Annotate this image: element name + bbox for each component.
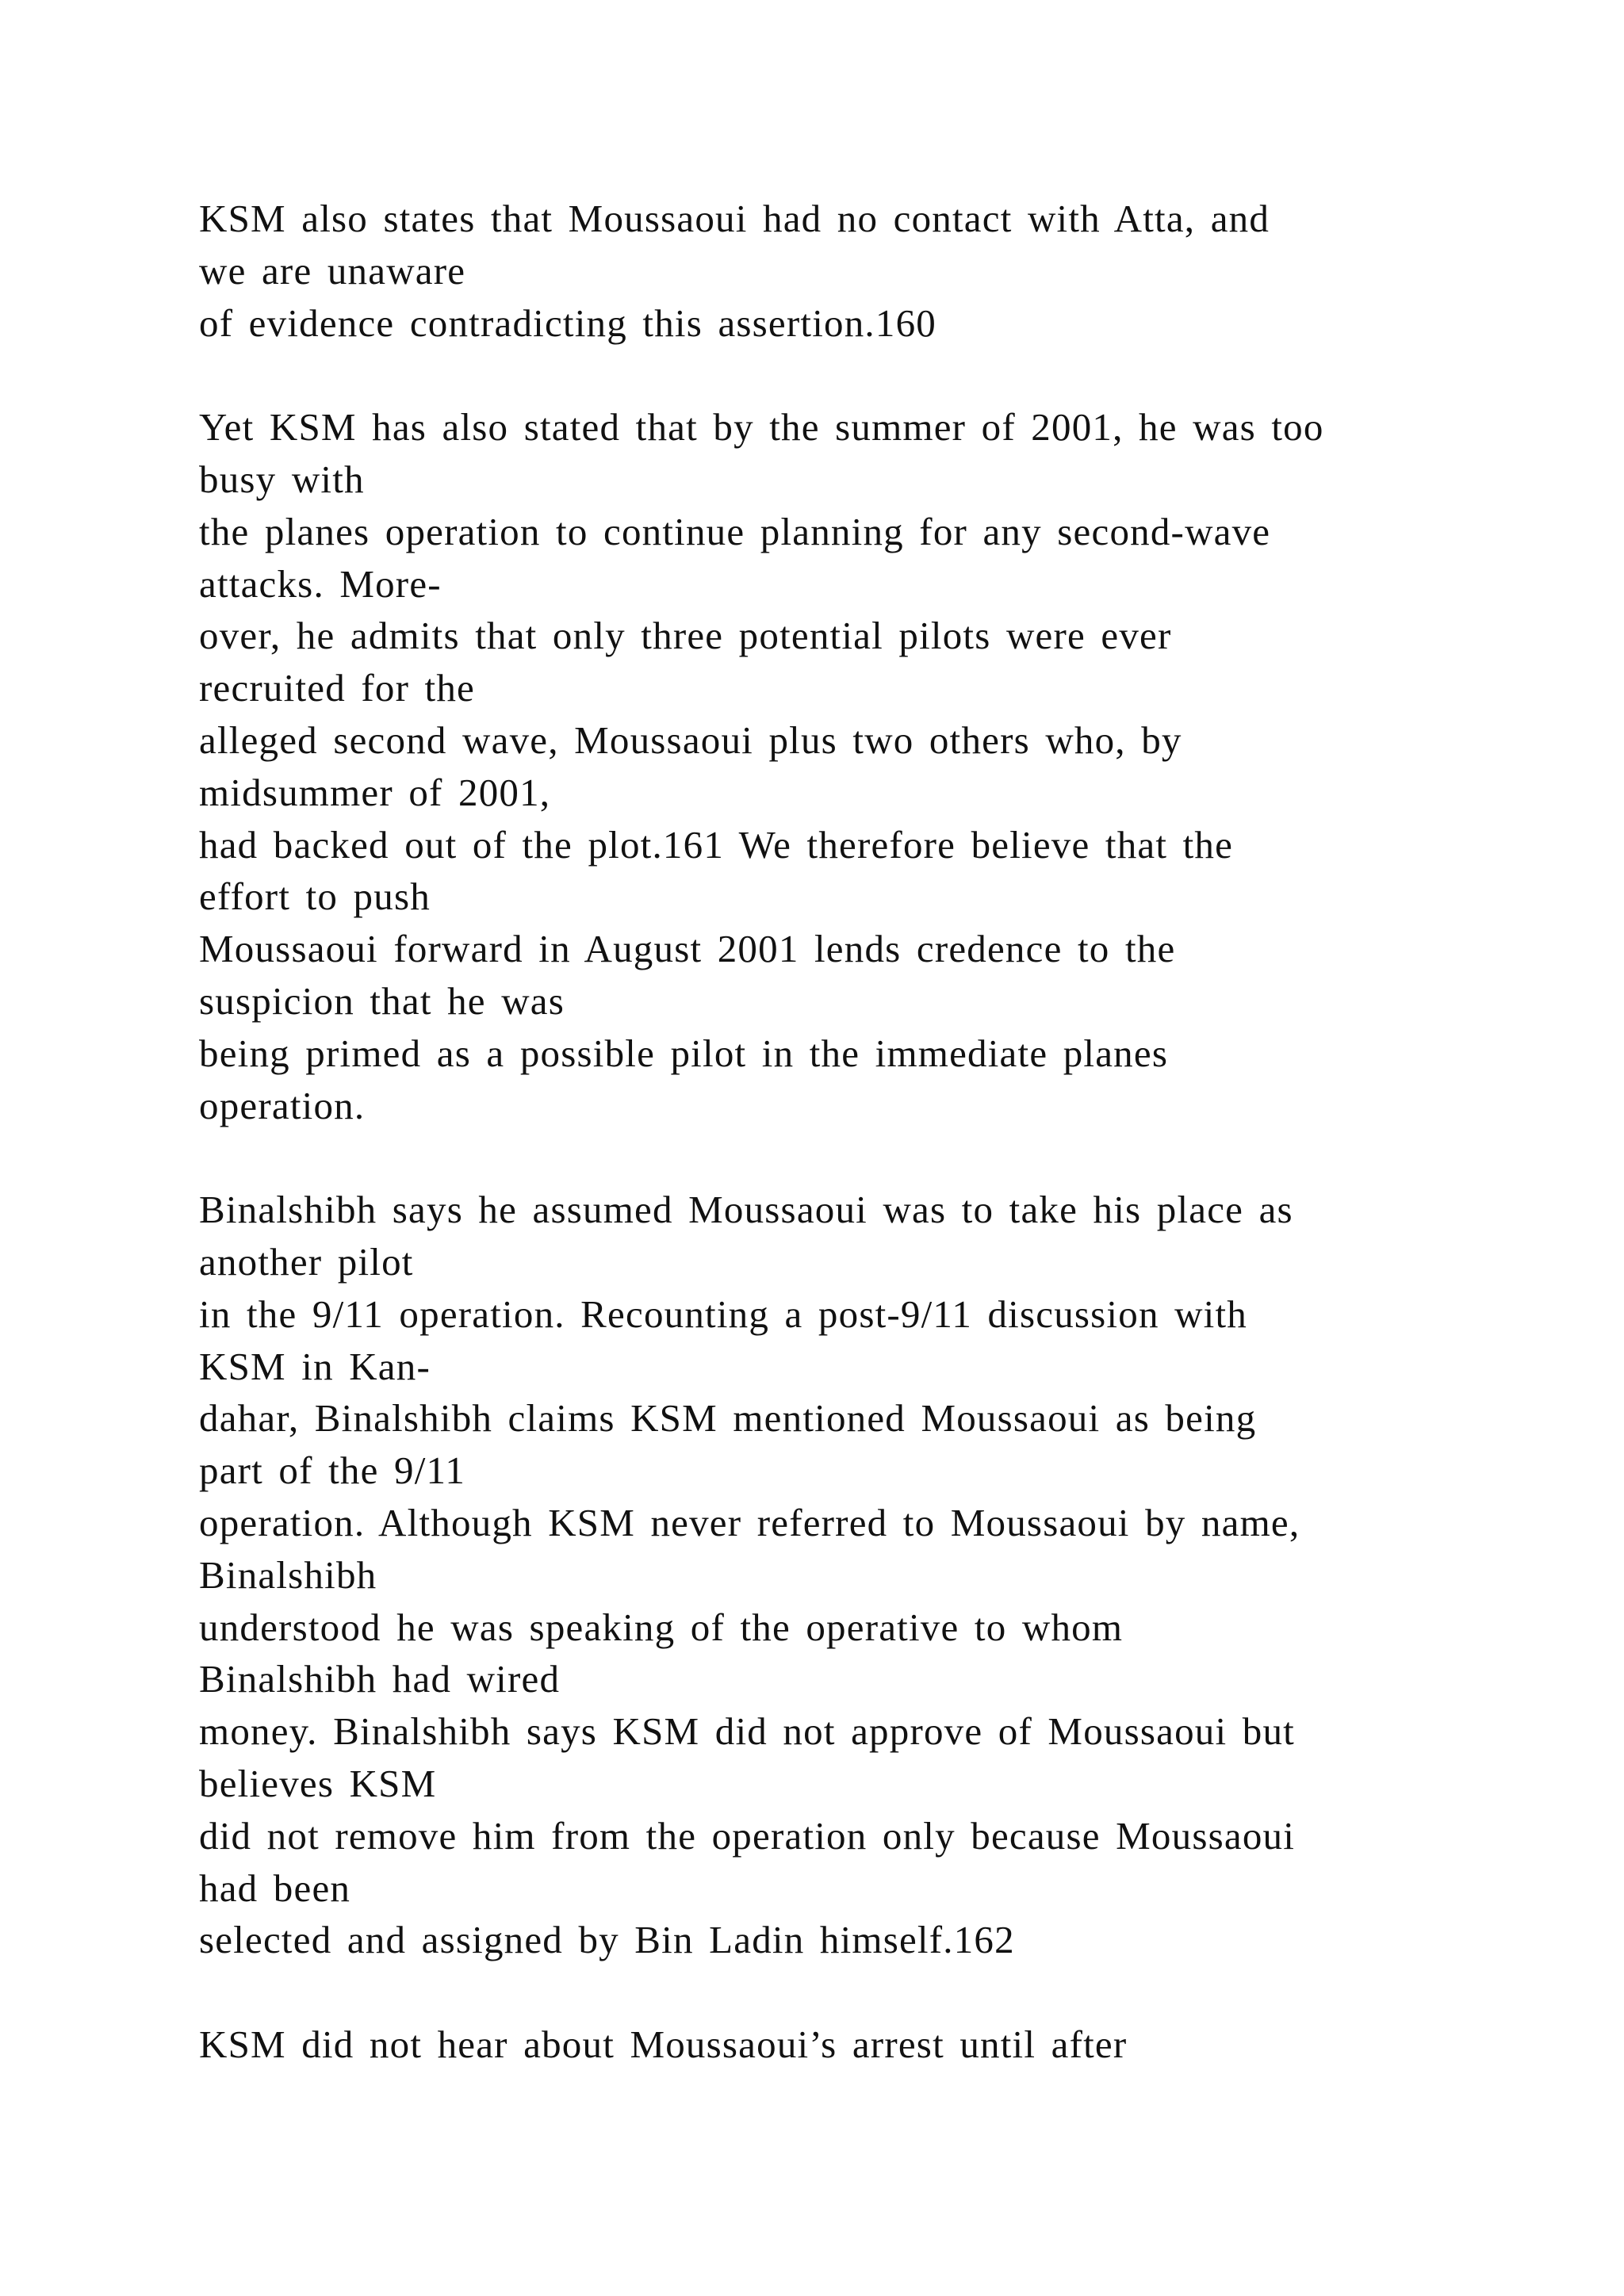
- text-line: busy with: [199, 457, 365, 501]
- text-line: operation. Although KSM never referred to Moussaoui by name,: [199, 1500, 1300, 1544]
- paragraph: [199, 193, 1515, 349]
- text-line: of evidence contradicting this assertion.160: [199, 300, 936, 345]
- text-line: Binalshibh: [199, 1552, 377, 1597]
- paragraph: [199, 2019, 1515, 2071]
- text-line: recruited for the: [199, 666, 476, 710]
- text-line: KSM also states that Moussaoui had no contact with Atta, and: [199, 197, 1270, 240]
- text-line: operation.: [199, 1083, 366, 1127]
- text-line: the planes operation to continue planning for any second-wave: [199, 509, 1271, 553]
- text-line: believes KSM: [199, 1761, 437, 1805]
- paragraph-spacer: [199, 349, 1515, 401]
- text-line: part of the 9/11: [199, 1448, 466, 1493]
- paragraph-spacer: [199, 1966, 1515, 2019]
- text-line: in the 9/11 operation. Recounting a post-9/11 discussion with: [199, 1292, 1248, 1336]
- text-line: Moussaoui forward in August 2001 lends credence to the: [199, 927, 1176, 971]
- text-line: understood he was speaking of the operative to whom: [199, 1605, 1124, 1649]
- document-body: [199, 193, 1515, 2071]
- text-line: attacks. More-: [199, 561, 442, 606]
- text-line: KSM did not hear about Moussaoui’s arrest until after: [199, 2022, 1128, 2066]
- text-line: Yet KSM has also stated that by the summer of 2001, he was too: [199, 405, 1324, 450]
- text-line: dahar, Binalshibh claims KSM mentioned Moussaoui as being: [199, 1396, 1257, 1441]
- text-line: over, he admits that only three potential pilots were ever: [199, 614, 1172, 658]
- text-line: we are unaware: [199, 248, 466, 293]
- text-line: money. Binalshibh says KSM did not approve of Moussaoui but: [199, 1709, 1295, 1754]
- text-line: selected and assigned by Bin Ladin himself.162: [199, 1918, 1015, 1962]
- text-line: alleged second wave, Moussaoui plus two others who, by: [199, 718, 1182, 762]
- paragraph: [199, 401, 1515, 1131]
- text-line: another pilot: [199, 1239, 414, 1284]
- text-line: effort to push: [199, 874, 431, 919]
- text-line: KSM in Kan-: [199, 1344, 431, 1388]
- text-line: had been: [199, 1866, 351, 1910]
- text-line: Binalshibh had wired: [199, 1657, 561, 1701]
- text-line: did not remove him from the operation only because Moussaoui: [199, 1813, 1296, 1858]
- text-line: had backed out of the plot.161 We therefore believe that the: [199, 822, 1234, 867]
- text-line: midsummer of 2001,: [199, 770, 551, 814]
- text-line: being primed as a possible pilot in the immediate planes: [199, 1031, 1169, 1075]
- text-line: suspicion that he was: [199, 978, 565, 1023]
- paragraph: [199, 1184, 1515, 1966]
- paragraph-spacer: [199, 1131, 1515, 1184]
- text-line: Binalshibh says he assumed Moussaoui was to take his place as: [199, 1188, 1293, 1232]
